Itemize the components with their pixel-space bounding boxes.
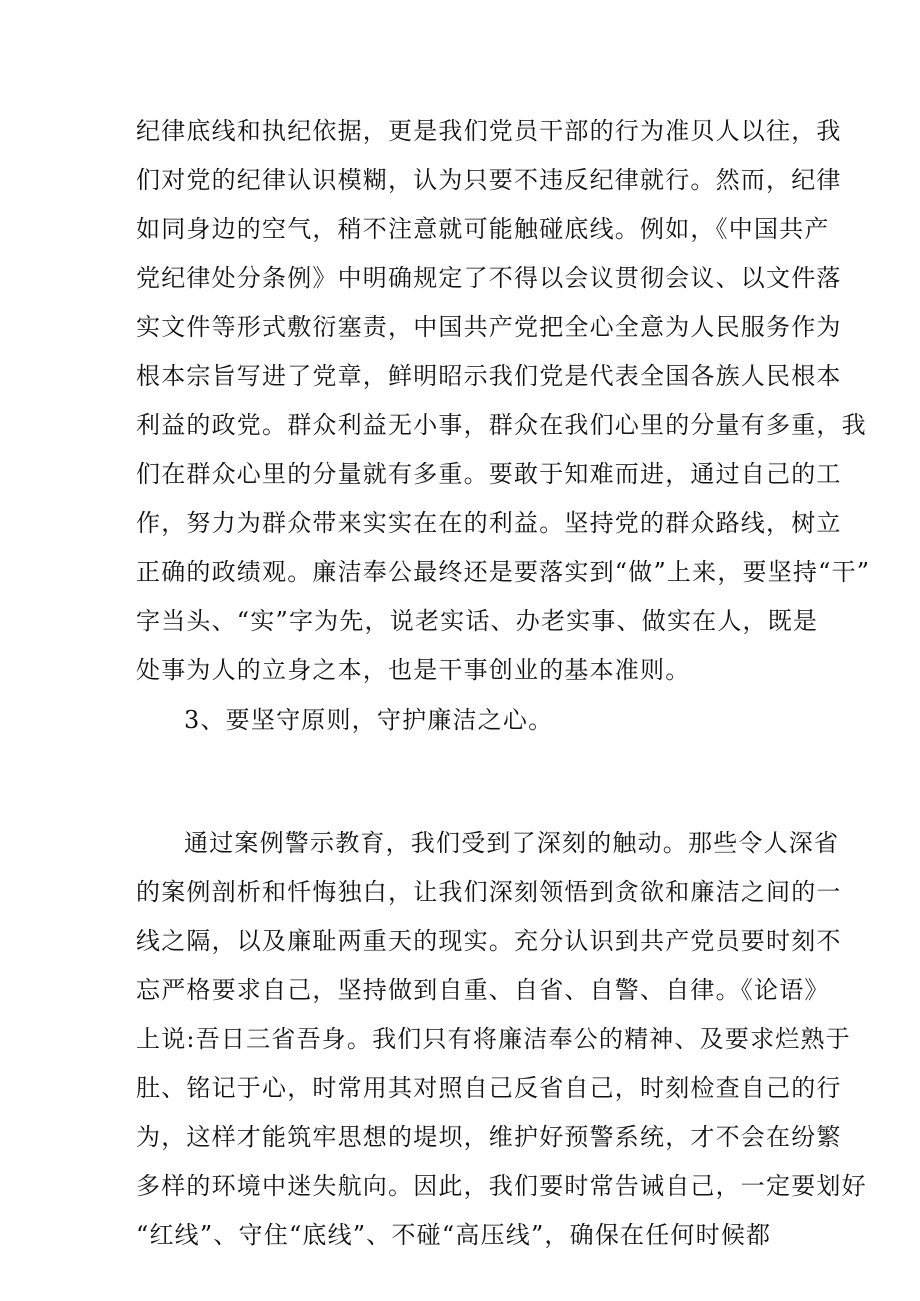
text-line: 线之隔，以及廉耻两重天的现实。充分认识到共产党员要时刻不 <box>136 927 842 955</box>
section-heading <box>136 696 796 745</box>
text-line: 通过案例警示教育，我们受到了深刻的触动。那些令人深省 <box>184 829 840 857</box>
text-line: 根本宗旨写进了党章，鲜明昭示我们党是代表全国各族人民根本 <box>136 362 842 390</box>
text-line: 正确的政绩观。廉洁奉公最终还是要落实到“做”上来，要坚持“干” <box>136 558 871 586</box>
text-line: 纪律底线和执纪依据，更是我们党员干部的行为准贝人以往，我 <box>136 117 842 145</box>
text-line: 们对党的纪律认识模糊，认为只要不违反纪律就行。然而，纪律 <box>136 166 842 194</box>
text-line: 上说:吾日三省吾身。我们只有将廉洁奉公的精神、及要求烂熟于 <box>136 1025 851 1053</box>
text-line: 肚、铭记于心，时常用其对照自己反省自己，时刻检查自己的行 <box>136 1074 842 1102</box>
text-line: 利益的政党。群众利益无小事，群众在我们心里的分量有多重，我 <box>136 411 867 439</box>
text-line: 为，这样才能筑牢思想的堤坝，维护好预警系统，才不会在纷繁 <box>136 1123 842 1151</box>
text-line: 作，努力为群众带来实实在在的利益。坚持党的群众路线，树立 <box>136 509 842 537</box>
text-line: 的案例剖析和忏悔独白，让我们深刻领悟到贪欲和廉洁之间的一 <box>136 878 842 906</box>
text-line: 多样的环境中迷失航向。因此，我们要时常告诫自己，一定要划好 <box>136 1172 867 1200</box>
paragraph-principles <box>136 819 867 1260</box>
text-line: 字当头、“实”字为先，说老实话、办老实事、做实在人，既是 <box>136 607 819 635</box>
text-line: 如同身边的空气，稍不注意就可能触碰底线。例如，《中国共产 <box>136 215 830 243</box>
text-line: “红线”、守住“底线”、不碰“高压线”，确保在任何时候都 <box>136 1221 772 1249</box>
text-line: 忘严格要求自己，坚持做到自重、自省、自警、自律。《论语》 <box>136 976 830 1004</box>
text-line: 处事为人的立身之本，也是干事创业的基本准则。 <box>136 656 691 684</box>
text-line: 们在群众心里的分量就有多重。要敢于知难而进，通过自己的工 <box>136 460 842 488</box>
text-line: 党纪律处分条例》中明确规定了不得以会议贯彻会议、以文件落 <box>136 264 842 292</box>
text-line: 实文件等形式敷衍塞责，中国共产党把全心全意为人民服务作为 <box>136 313 842 341</box>
heading-text: 3、要坚守原则，守护廉洁之心。 <box>184 706 554 734</box>
paragraph-discipline <box>136 107 871 695</box>
